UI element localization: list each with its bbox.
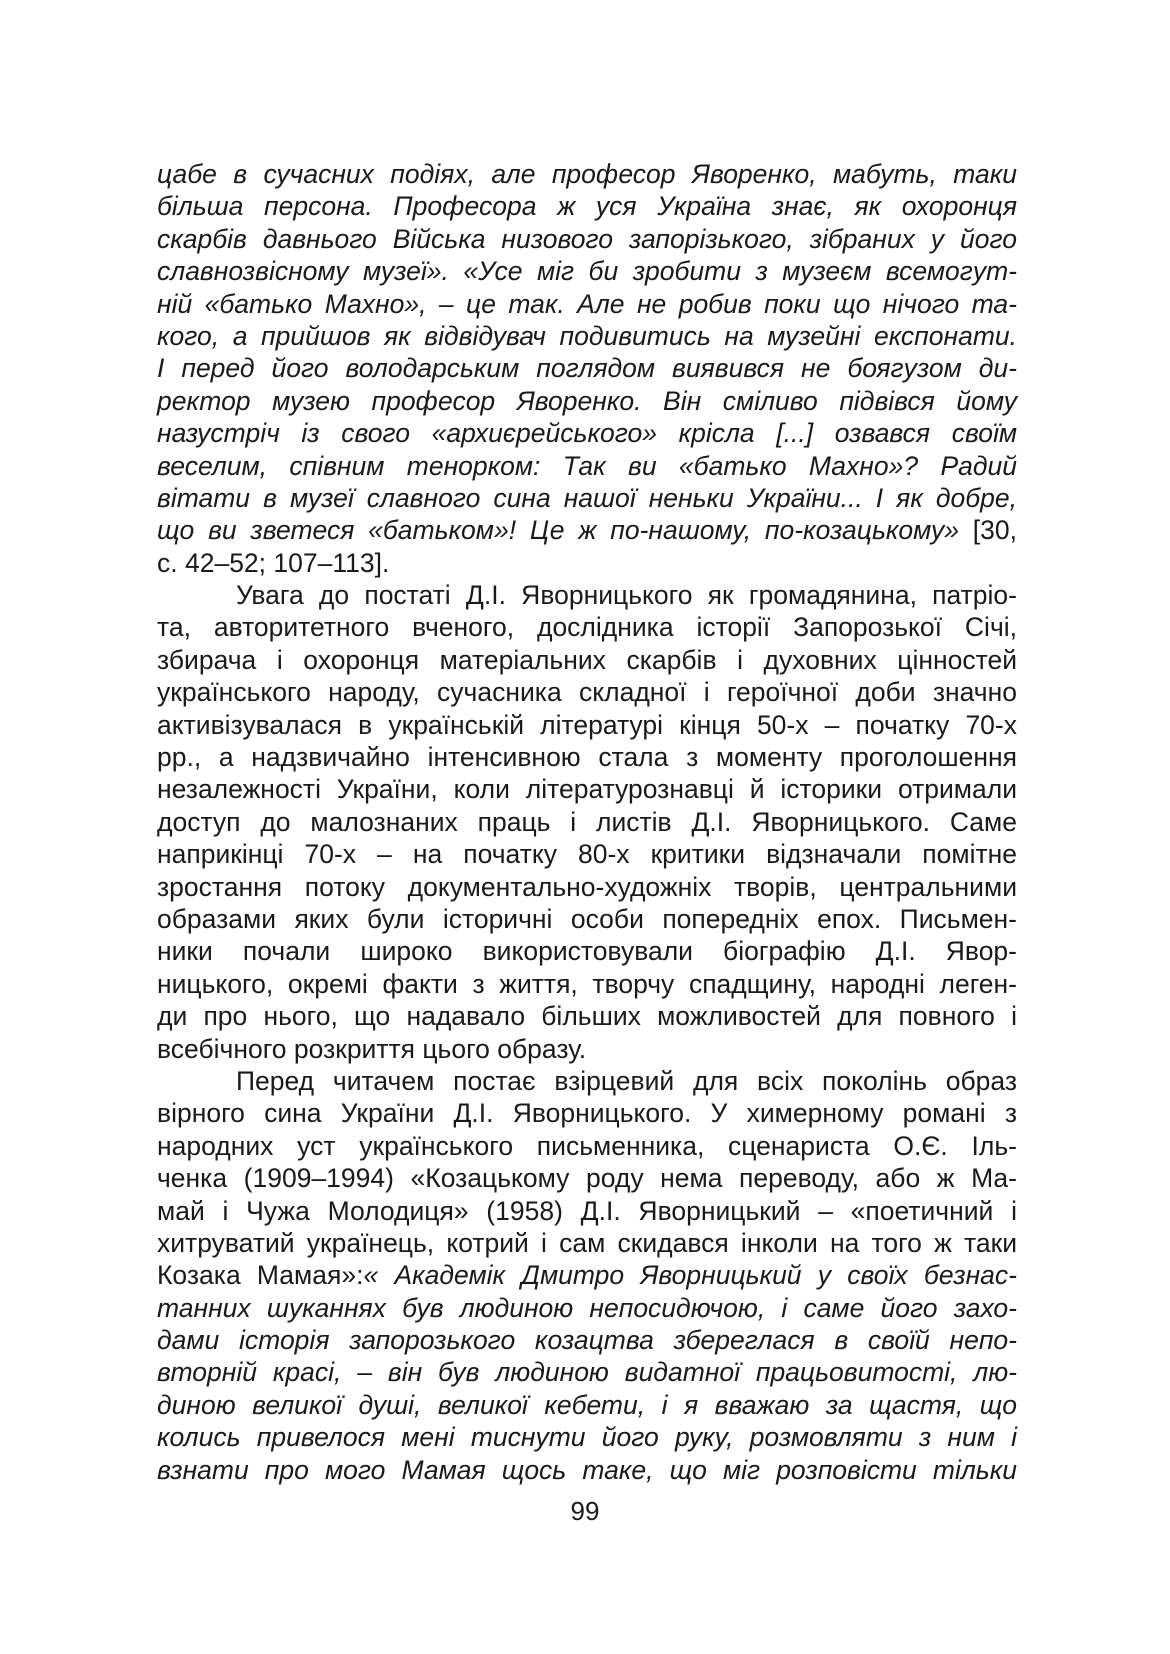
text-line: [157, 1033, 1017, 1065]
text-segment: наприкінці 70-х – на початку 80-х критики відзначали помітне: [157, 839, 1017, 870]
text-line: [157, 773, 1017, 805]
text-segment: незалежності України, коли літературознавці й історики отримали: [157, 774, 1017, 805]
italic-text-segment: дами історія запорозького козацтва збереглася в своїй непо-: [157, 1325, 1017, 1356]
page-number: 99: [570, 1496, 600, 1526]
italic-text-segment: танних шуканнях був людиною непосидючою, і саме його захо-: [157, 1292, 1017, 1323]
italic-text-segment: « Академік Дмитро Яворницький у своїх безнас-: [363, 1260, 1017, 1291]
text-line: [157, 255, 1017, 287]
text-line: [157, 1356, 1017, 1388]
text-line: [157, 223, 1017, 255]
text-line: [157, 968, 1017, 1000]
italic-text-segment: славнозвісному музеї». «Усе міг би зробити з музеєм всемогут-: [157, 256, 1017, 287]
text-segment: ницького, окремі факти з життя, творчу спадщину, народні леген-: [157, 968, 1017, 999]
text-segment: Увага до постаті Д.І. Яворницького як громадянина, патріо-: [236, 580, 1017, 611]
text-line: [157, 1421, 1017, 1453]
text-line: [157, 1065, 1017, 1097]
text-line: [157, 871, 1017, 903]
text-segment: ченка (1909–1994) «Козацькому роду нема переводу, або ж Ма-: [157, 1163, 1017, 1194]
italic-text-segment: ректор музею професор Яворенко. Він сміливо підвівся йому: [157, 385, 1017, 416]
italic-text-segment: диною великої душі, великої кебети, і я вважаю за щастя, що: [157, 1389, 1017, 1420]
italic-text-segment: вторній красі, – він був людиною видатної працьовитості, лю-: [157, 1357, 1017, 1388]
text-segment: всебічного розкриття цього образу.: [157, 1033, 587, 1064]
italic-text-segment: більша персона. Професора ж уся Україна знає, як охоронця: [157, 191, 1017, 222]
italic-text-segment: цабе в сучасних подіях, але професор Яворенко, мабуть, таки: [157, 159, 1017, 189]
text-line: [157, 1454, 1017, 1486]
text-segment: народних уст українського письменника, сценариста О.Є. Іль-: [157, 1130, 1017, 1161]
text-line: [157, 417, 1017, 449]
italic-text-segment: назустріч із свого «архиєрейського» крісла [...] озвався своїм: [157, 418, 1017, 449]
text-line: [157, 482, 1017, 514]
text-line: [157, 514, 1017, 546]
text-line: [157, 935, 1017, 967]
text-segment: зростання потоку документально-художніх творів, центральними: [157, 871, 1017, 902]
text-line: [157, 1324, 1017, 1356]
italic-text-segment: колись привелося мені тиснути його руку, розмовляти з ним і: [157, 1422, 1017, 1453]
italic-text-segment: кого, а прийшов як відвідувач подивитись на музейні експонати.: [157, 320, 1017, 351]
text-segment: с. 42–52; 107–113].: [157, 547, 390, 578]
text-line: [157, 806, 1017, 838]
italic-text-segment: І перед його володарським поглядом виявився не боягузом ди-: [157, 353, 1017, 384]
text-segment: збирача і охоронця матеріальних скарбів і духовних цінностей: [157, 644, 1017, 675]
italic-text-segment: вітати в музеї славного сина нашої неньки України... І як добре,: [157, 482, 1017, 513]
text-line: [157, 158, 1017, 190]
text-line: [157, 450, 1017, 482]
text-line: [157, 352, 1017, 384]
text-line: [157, 1000, 1017, 1032]
italic-text-segment: що ви зветеся «батьком»! Це ж по-нашому, по-козацькому»: [157, 515, 959, 546]
text-segment: ники почали широко використовували біографію Д.І. Явор-: [157, 936, 1017, 967]
italic-text-segment: скарбів давнього Війська низового запорізького, зібраних у його: [157, 223, 1017, 254]
text-segment: ди про нього, що надавало більших можливостей для повного і: [157, 1001, 1017, 1032]
text-line: [157, 1292, 1017, 1324]
text-line: [157, 1259, 1017, 1291]
text-segment: [30,: [959, 515, 1017, 546]
text-line: [157, 1162, 1017, 1194]
text-line: [157, 190, 1017, 222]
text-segment: образами яких були історичні особи попередніх епох. Письмен-: [157, 903, 1017, 934]
page-body-text: [157, 158, 1017, 1486]
text-line: [157, 288, 1017, 320]
text-line: [157, 838, 1017, 870]
text-line: [157, 1389, 1017, 1421]
text-line: [157, 676, 1017, 708]
text-segment: рр., а надзвичайно інтенсивною стала з моменту проголошення: [157, 742, 1017, 773]
text-line: [157, 709, 1017, 741]
text-line: [157, 579, 1017, 611]
text-line: [157, 644, 1017, 676]
text-line: [157, 320, 1017, 352]
text-line: [157, 611, 1017, 643]
text-segment: май і Чужа Молодиця» (1958) Д.І. Яворницький – «поетичний і: [157, 1195, 1017, 1226]
text-segment: українського народу, сучасника складної і героїчної доби значно: [157, 677, 1017, 708]
text-segment: активізувалася в українській літературі кінця 50-х – початку 70-х: [157, 709, 1017, 740]
text-line: [157, 903, 1017, 935]
text-segment: Козака Мамая»:: [157, 1260, 364, 1291]
text-line: [157, 1130, 1017, 1162]
text-segment: Перед читачем постає взірцевий для всіх поколінь образ: [236, 1065, 1017, 1096]
text-segment: та, авторитетного вченого, дослідника історії Запорозької Січі,: [157, 612, 1017, 643]
text-line: [157, 1195, 1017, 1227]
text-segment: вірного сина України Д.І. Яворницького. У химерному романі з: [157, 1098, 1017, 1129]
text-line: [157, 1227, 1017, 1259]
italic-text-segment: взнати про мого Мамая щось таке, що міг розповісти тільки: [157, 1454, 1017, 1485]
text-segment: доступ до малознаних праць і листів Д.І. Яворницького. Саме: [157, 806, 1017, 837]
text-line: [157, 741, 1017, 773]
italic-text-segment: ній «батько Махно», – це так. Але не робив поки що нічого та-: [157, 288, 1017, 319]
text-line: [157, 547, 1017, 579]
text-segment: хитруватий українець, котрий і сам скидався інколи на того ж таки: [157, 1227, 1017, 1258]
text-line: [157, 1097, 1017, 1129]
text-line: [157, 385, 1017, 417]
italic-text-segment: веселим, співним тенорком: Так ви «батько Махно»? Радий: [157, 450, 1017, 481]
